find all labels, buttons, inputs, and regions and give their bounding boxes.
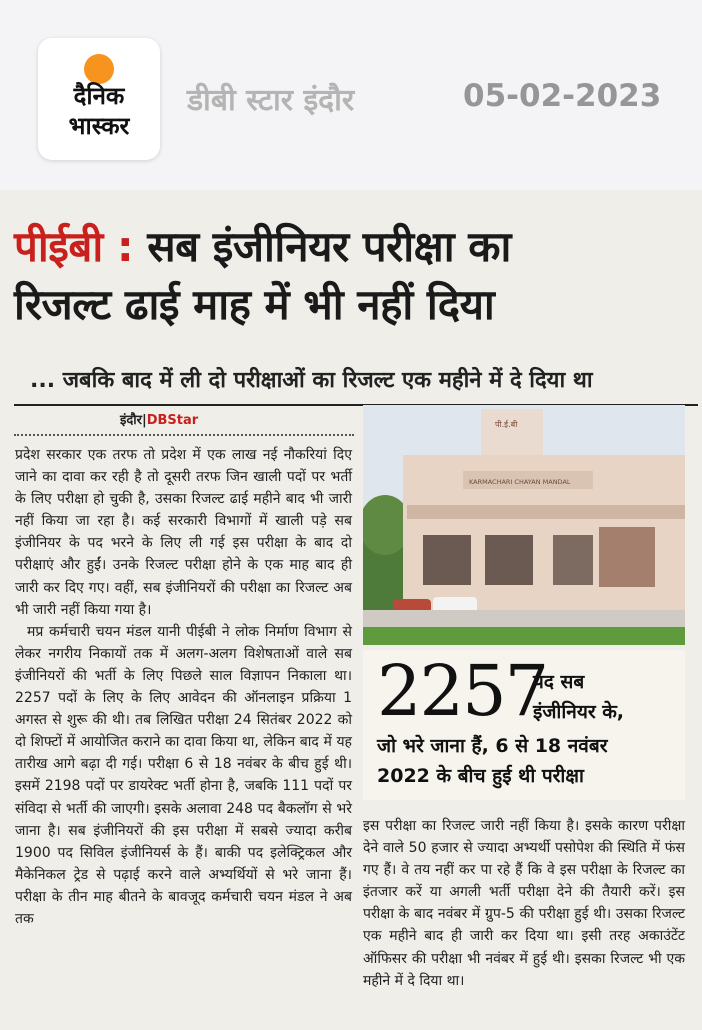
edition-name: डीबी स्टार इंदौर — [187, 83, 355, 118]
dotted-divider — [14, 434, 354, 436]
app-header — [0, 0, 702, 190]
building-sign-board: KARMACHARI CHAYAN MANDAL — [469, 478, 571, 486]
paragraph: प्रदेश सरकार एक तरफ तो प्रदेश में एक लाख नई नौकरियां दिए जाने का दावा कर रही है तो दूसरी तरफ जिन खाली पदों पर भर्ती के लिए परीक्षा हो चुकी है, उसका रिजल्ट ढाई महीने बाद भी जारी नहीं किया जा रहा है। कई सरकारी विभागों में खाली पड़े सब इंजीनियर के पद भरने के लिए ली गई इस परीक्षा के बाद दो परीक्षाएं और हुईं। उनके रिजल्ट परीक्षा होने के एक माह बाद ही जारी कर दिए गए। वहीं, सब इंजीनियरों की परीक्षा का रिजल्ट अब भी जारी नहीं किया गया है। — [15, 447, 352, 618]
sun-icon — [84, 54, 114, 84]
ledge — [407, 505, 685, 519]
byline: इंदौर|DBStar — [120, 413, 199, 428]
window — [423, 535, 471, 585]
byline-city: इंदौर — [120, 413, 142, 428]
paragraph: मप्र कर्मचारी चयन मंडल यानी पीईबी ने लोक निर्माण विभाग से लेकर नगरीय निकायों तक में अलग-अलग विशेषताओं वाले सब इंजीनियरों की भर्ती के लिए पिछले साल विज्ञापन निकाला था। 2257 पदों के लिए के लिए आवेदन की ऑनलाइन प्रक्रिया 1 अगस्त से शुरू की थी। तब लिखित परीक्षा 24 सितंबर 2022 को दो शिफ्टों में आयोजित कराने का दावा किया था, लेकिन बाद में यह तारीख आगे बढ़ा दी गई। परीक्षा 6 से 18 नवंबर के बीच हुई थी। इसमें 2198 पदों पर डायरेक्ट भर्ती होना है, जबकि 111 पदों पर संविदा से भर्ती की जाएगी। इसके अलावा 248 पद बैकलॉग से भरे जाना है। सब इंजीनियरों की इस परीक्षा में सबसे ज्यादा करीब 1900 पद सिविल इंजीनियर्स के हैं। बाकी पद इलेक्ट्रिकल और मैकेनिकल ट्रेड से पढ़ाई करने वाले अभ्यर्थियों से भरे जाना हैं। परीक्षा के तीन माह बीतने के बावजूद कर्मचारी चयन मंडल ने अब तक — [15, 623, 352, 927]
logo-text-line1: दैनिक — [73, 82, 125, 110]
article-column-1 — [15, 444, 352, 930]
article-column-2 — [363, 815, 685, 992]
headline-tag: पीईबी : — [14, 222, 134, 271]
door — [599, 527, 655, 587]
callout-line1: पद सब — [533, 671, 585, 693]
edition-date: 05-02-2023 — [463, 78, 662, 114]
stat-callout — [363, 650, 685, 800]
grass — [363, 627, 685, 645]
road — [363, 610, 685, 628]
dainik-bhaskar-logo[interactable] — [38, 38, 160, 160]
callout-line4: 2022 के बीच हुई थी परीक्षा — [377, 765, 584, 787]
headline-line1: सब इंजीनियर परीक्षा का — [147, 222, 511, 271]
window — [553, 535, 593, 585]
logo-text-line2: भास्कर — [68, 112, 130, 140]
paragraph: इस परीक्षा का रिजल्ट जारी नहीं किया है। इसके कारण परीक्षा देने वाले 50 हजार से ज्यादा अभ्यर्थी पसोपेश की स्थिति में फंस गए हैं। वे तय नहीं कर पा रहे हैं कि वे इस परीक्षा के रिजल्ट का इंतजार करें या अगली भर्ती परीक्षा देने की तैयारी करें। इस परीक्षा के बाद नवंबर में ग्रुप-5 की परीक्षा हुई थी। उसका रिजल्ट एक महीने बाद ही जारी कर दिया था। इसी तरह अकाउंटेंट ऑफिसर की परीक्षा भी नवंबर में हुई थी। इसका रिजल्ट भी एक महीने में दे दिया था। — [363, 818, 685, 989]
window — [485, 535, 533, 585]
headline-line2: रिजल्ट ढाई माह में भी नहीं दिया — [14, 280, 495, 329]
headline — [14, 218, 694, 334]
callout-line2: इंजीनियर के, — [533, 701, 625, 723]
peb-building-photo — [363, 405, 685, 645]
byline-brand: DBStar — [146, 413, 199, 428]
building-sign-top: पी.ई.बी — [495, 420, 518, 429]
callout-number: 2257 — [377, 650, 548, 732]
subheadline: ... जबकि बाद में ली दो परीक्षाओं का रिजल्ट एक महीने में दे दिया था — [30, 368, 593, 393]
tower — [481, 409, 543, 459]
callout-line3: जो भरे जाना हैं, 6 से 18 नवंबर — [377, 735, 608, 757]
